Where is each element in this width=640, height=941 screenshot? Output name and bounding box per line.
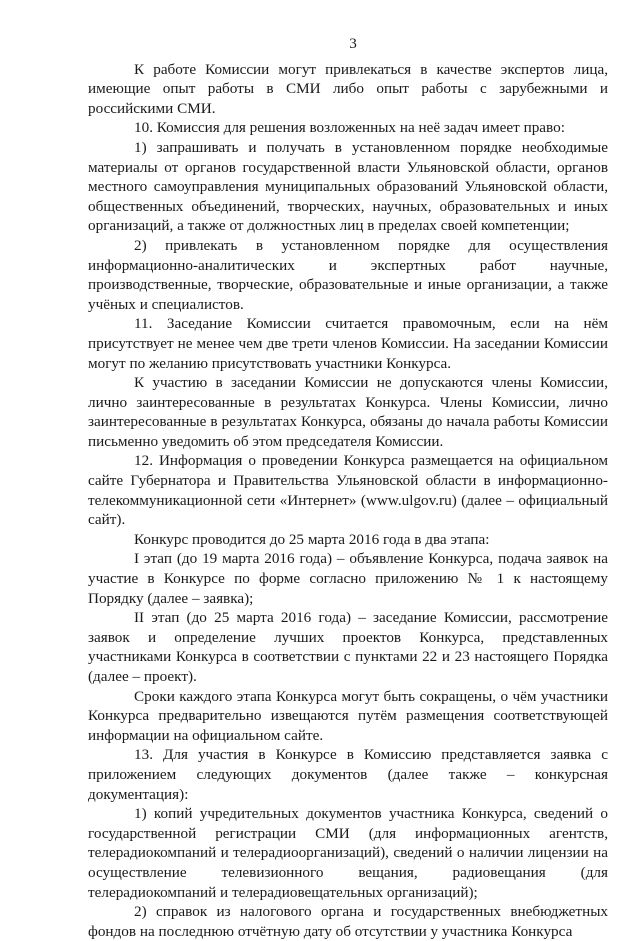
- paragraph-12-stage-2: II этап (до 25 марта 2016 года) – заседание Комиссии, рассмотрение заявок и определение лучших проектов Конкурса, представленных участниками Конкурса в соответствии с пунктами 22 и 23 настоящего Порядка (далее – проект).: [88, 609, 608, 685]
- paragraph-13-application: 13. Для участия в Конкурсе в Комиссию представляется заявка с приложением следующих документов (далее также – конкурсная документация):: [88, 746, 608, 803]
- paragraph-12-deadlines: Сроки каждого этапа Конкурса могут быть сокращены, о чём участники Конкурса предварительно извещаются путём размещения соответствующей информации на официальном сайте.: [88, 687, 608, 744]
- paragraph-13-item-2: 2) справок из налогового органа и государственных внебюджетных фондов на последнюю отчётную дату об отсутствии у участника Конкурса: [88, 903, 608, 940]
- paragraph-13-item-1: 1) копий учредительных документов участника Конкурса, сведений о государственной регистрации СМИ (для информационных агентств, телерадиокомпаний и телерадиоорганизаций), сведений о наличии лицензии на осуществление телевизионного вещания, радиовещания (для телерадиокомпаний и телерадиовещательных организаций);: [88, 805, 608, 901]
- paragraph-11-quorum: 11. Заседание Комиссии считается правомочным, если на нём присутствует не менее чем две трети членов Комиссии. На заседании Комиссии могут по желанию присутствовать участники Конкурса.: [88, 315, 608, 372]
- page-number: 3: [349, 35, 357, 52]
- paragraph-12-information: 12. Информация о проведении Конкурса размещается на официальном сайте Губернатора и Правительства Ульяновской области в информационно-телекоммуникационной сети «Интернет» (www.ulgov.ru) (далее – официальный сайт).: [88, 452, 608, 529]
- paragraph-10-item-1: 1) запрашивать и получать в установленном порядке необходимые материалы от органов государственной власти Ульяновской области, органов местного самоуправления муниципальных образований Ульяновской области, общественных объединений, творческих, научных, образовательных и иных организаций, а также от должностных лиц в пределах своей компетенции;: [88, 138, 608, 235]
- paragraph-12-stage-1: I этап (до 19 марта 2016 года) – объявление Конкурса, подача заявок на участие в Конкурсе по форме согласно приложению № 1 к настоящему Порядку (далее – заявка);: [88, 550, 608, 607]
- document-page: [88, 34, 608, 941]
- paragraph-12-stages-intro: Конкурс проводится до 25 марта 2016 года в два этапа:: [134, 530, 490, 548]
- paragraph-10-commission-rights: 10. Комиссия для решения возложенных на неё задач имеет право:: [134, 119, 565, 137]
- paragraph-10-item-2: 2) привлекать в установленном порядке для осуществления информационно-аналитических и экспертных работ научные, производственные, творческие, образовательные и иные организации, а также учёных и специалистов.: [88, 236, 608, 313]
- paragraph-11-conflict-of-interest: К участию в заседании Комиссии не допускаются члены Комиссии, лично заинтересованные в результатах Конкурса. Члены Комиссии, лично заинтересованные в результатах Конкурса, обязаны до начала работы Комиссии письменно уведомить об этом председателя Комиссии.: [88, 374, 608, 450]
- paragraph-experts: К работе Комиссии могут привлекаться в качестве экспертов лица, имеющие опыт работы в СМИ либо опыт работы с зарубежными и российскими СМИ.: [88, 60, 608, 117]
